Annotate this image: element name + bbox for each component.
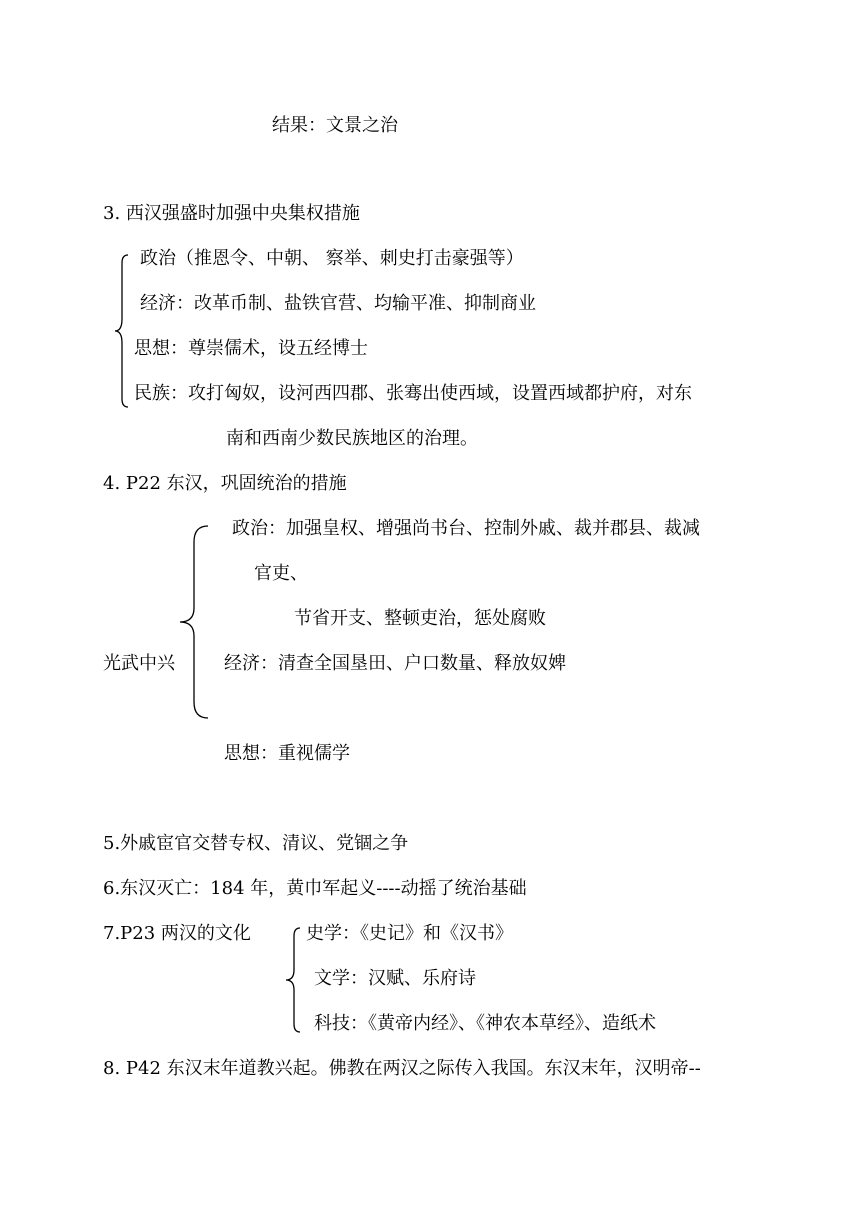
section-3-ethnic-line-2: 南和西南少数民族地区的治理。: [226, 428, 478, 449]
section-4-brace: [176, 522, 216, 722]
section-7-history: 史学：《史记》和《汉书》: [306, 923, 513, 944]
section-7-literature: 文学：汉赋、乐府诗: [314, 968, 476, 989]
section-3-economy: 经济：改革币制、盐铁官营、均输平准、抑制商业: [140, 293, 536, 314]
section-4-politics-line-1: 政治：加强皇权、增强尚书台、控制外戚、裁并郡县、裁减: [232, 518, 700, 539]
section-3-heading: 3. 西汉强盛时加强中央集权措施: [103, 203, 360, 224]
section-6-text: 6.东汉灭亡：184 年，黄巾军起义----动摇了统治基础: [103, 878, 527, 899]
section-7-brace: [282, 926, 304, 1036]
section-7-heading: 7.P23 两汉的文化: [103, 923, 251, 944]
section-8-text: 8. P42 东汉末年道教兴起。佛教在两汉之际传入我国。东汉末年，汉明帝--: [103, 1058, 701, 1079]
section-4-label: 光武中兴: [103, 653, 175, 674]
section-5-text: 5.外戚宦官交替专权、清议、党锢之争: [103, 833, 409, 854]
section-4-ideology: 思想：重视儒学: [224, 743, 350, 764]
section-3-ideology: 思想：尊崇儒术，设五经博士: [134, 338, 368, 359]
section-7-science: 科技：《黄帝内经》、《神农本草经》、造纸术: [314, 1013, 656, 1034]
section-4-politics-line-3: 节省开支、整顿吏治，惩处腐败: [294, 608, 546, 629]
result-line: 结果：文景之治: [272, 115, 398, 136]
section-3-politics: 政治（推恩令、中朝、 察举、刺史打击豪强等）: [140, 248, 524, 269]
section-3-ethnic-line-1: 民族：攻打匈奴，设河西四郡、张骞出使西域，设置西域都护府，对东: [134, 383, 692, 404]
section-4-heading: 4. P22 东汉，巩固统治的措施: [103, 473, 347, 494]
section-4-politics-line-2: 官吏、: [254, 563, 308, 584]
section-3-brace: [112, 253, 132, 409]
section-4-economy: 经济：清查全国垦田、户口数量、释放奴婢: [224, 653, 566, 674]
